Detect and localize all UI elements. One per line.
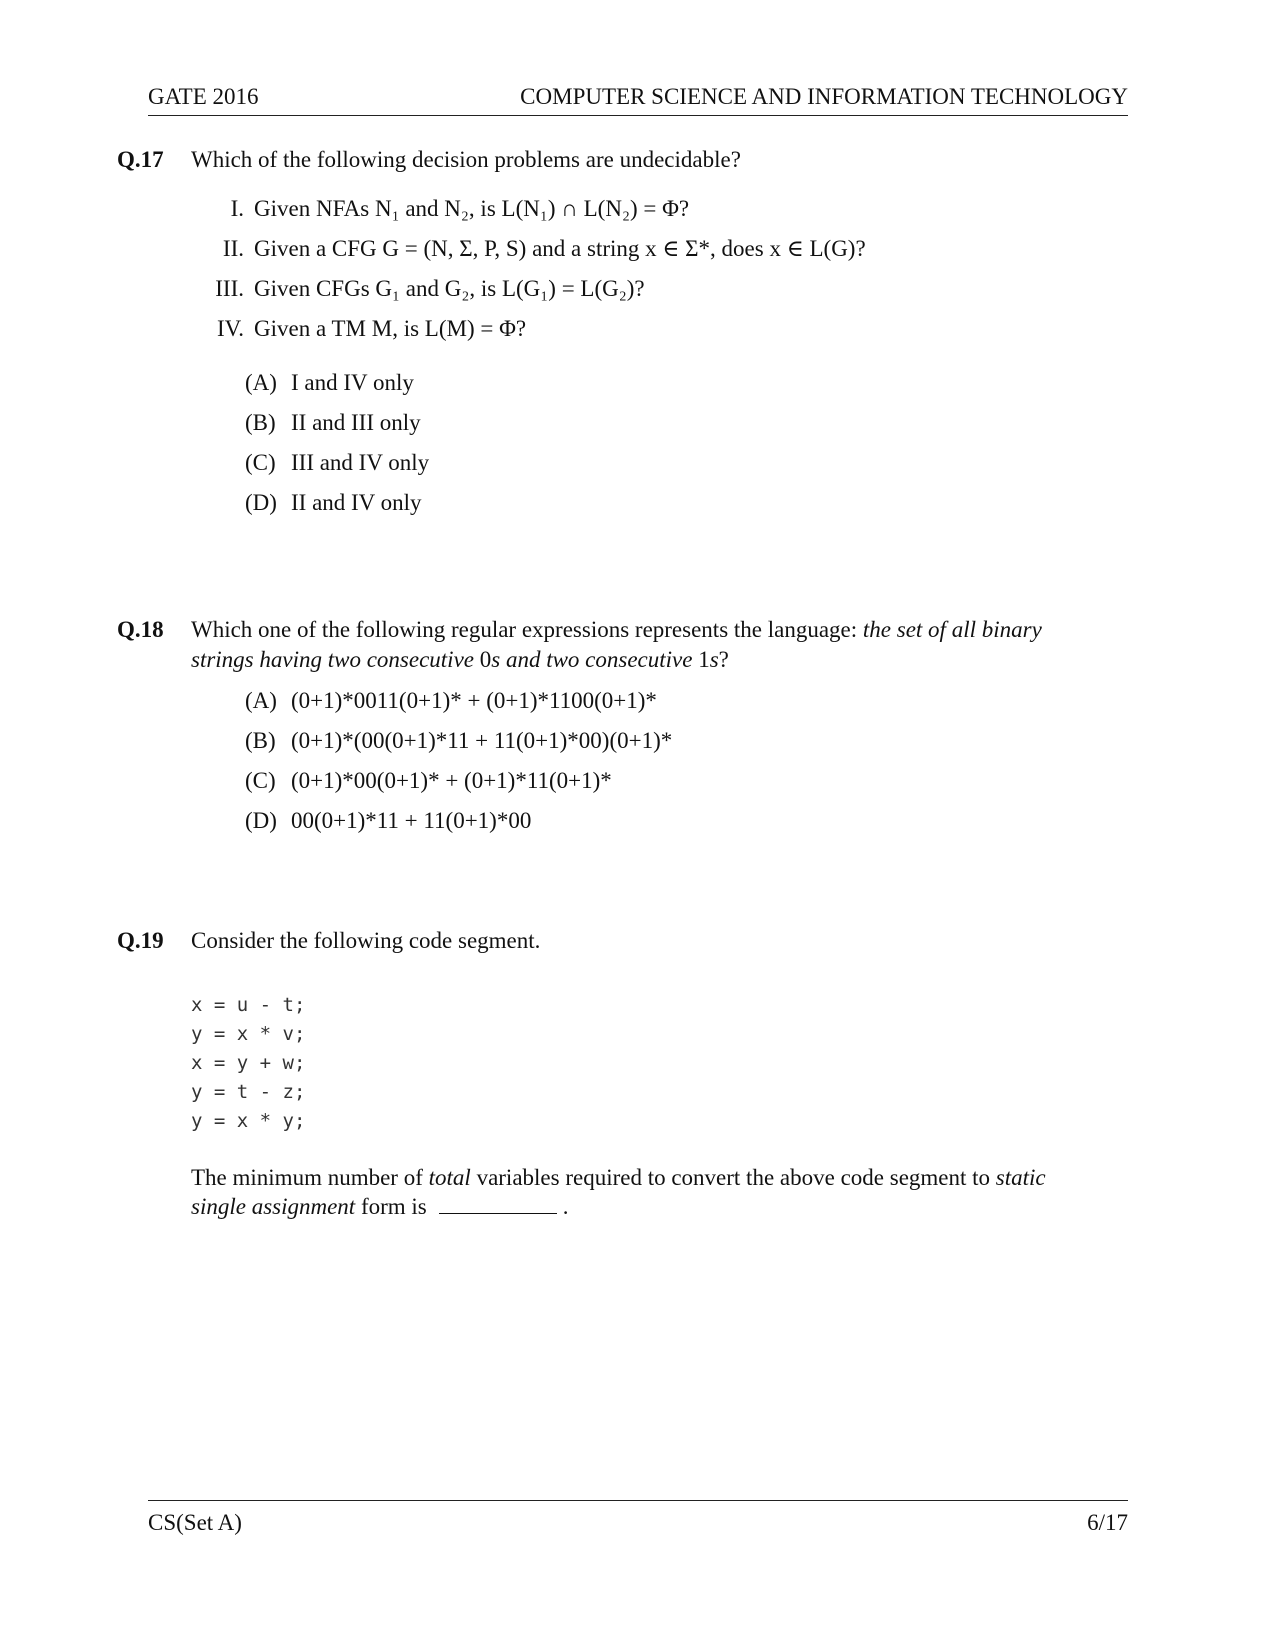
option-text: II and IV only — [291, 490, 422, 515]
q17-item-1 — [190, 196, 689, 222]
q18-option-c[interactable] — [245, 768, 612, 794]
code-line-5: y = x * y; — [191, 1110, 306, 1132]
option-label: (C) — [245, 450, 276, 475]
q18-text-line1 — [191, 617, 1042, 643]
item-text: Given a TM M, is L(M) = Φ? — [254, 316, 527, 341]
code-line-4: y = t - z; — [191, 1081, 306, 1103]
option-label: (A) — [245, 370, 277, 395]
option-text: (0+1)*00(0+1)* + (0+1)*11(0+1)* — [291, 768, 612, 793]
q17-option-b[interactable] — [245, 410, 421, 436]
item-label: I. — [230, 196, 244, 221]
q19-italic-static: static — [995, 1165, 1046, 1190]
option-text: (0+1)*(00(0+1)*11 + 11(0+1)*00)(0+1)* — [291, 728, 673, 753]
q17-item-2 — [190, 236, 866, 262]
option-label: (A) — [245, 688, 277, 713]
code-line-2: y = x * v; — [191, 1023, 306, 1045]
answer-blank[interactable] — [439, 1195, 557, 1214]
option-text: 00(0+1)*11 + 11(0+1)*00 — [291, 808, 532, 833]
q18-text-line2 — [191, 647, 729, 673]
option-text: III and IV only — [291, 450, 430, 475]
item-label: IV. — [216, 316, 244, 341]
q19-italic-total: total — [428, 1165, 471, 1190]
option-text: I and IV only — [291, 370, 414, 395]
footer-left: CS(Set A) — [148, 1510, 242, 1535]
code-line-3: x = y + w; — [191, 1052, 306, 1074]
q17-option-a[interactable] — [245, 370, 414, 396]
option-text: II and III only — [291, 410, 421, 435]
option-label: (D) — [245, 490, 277, 515]
q17-item-4 — [190, 316, 526, 342]
item-label: III. — [215, 276, 244, 301]
q18-end: ? — [718, 647, 729, 672]
q18-italic-c: s — [709, 647, 719, 672]
option-text: (0+1)*0011(0+1)* + (0+1)*1100(0+1)* — [291, 688, 657, 713]
header-rule — [148, 115, 1128, 116]
q17-option-d[interactable] — [245, 490, 422, 516]
q19-after-line2 — [191, 1194, 569, 1220]
q17-item-3 — [190, 276, 645, 302]
q18-zero: 0 — [479, 647, 492, 672]
q19-italic-ssa: single assignment — [191, 1194, 356, 1219]
q18-number: Q.18 — [117, 617, 164, 642]
option-label: (B) — [245, 410, 276, 435]
q18-text-italic: the set of all binary — [862, 617, 1042, 642]
q17-option-c[interactable] — [245, 450, 429, 476]
q19-after-line1 — [191, 1165, 1046, 1191]
q18-option-d[interactable] — [245, 808, 531, 834]
header-right: COMPUTER SCIENCE AND INFORMATION TECHNOLOGY — [520, 84, 1128, 109]
q19-number: Q.19 — [117, 928, 164, 953]
q18-one: 1 — [698, 647, 710, 672]
q19-end: . — [562, 1194, 569, 1219]
q18-italic-b: s and two consecutive — [491, 647, 693, 672]
q18-text: Which one of the following regular expressions represents the language: — [191, 617, 858, 642]
option-label: (D) — [245, 808, 277, 833]
q19-after-c: form is — [360, 1194, 427, 1219]
q19-text: Consider the following code segment. — [191, 928, 541, 953]
q19-after-b: variables required to convert the above code segment to — [476, 1165, 991, 1190]
item-text: Given CFGs G₁ and G₂, is L(G₁) = L(G₂)? — [254, 276, 645, 301]
item-text: Given a CFG G = (N, Σ, P, S) and a string x ∈ Σ*, does x ∈ L(G)? — [254, 236, 866, 261]
q19-after-a: The minimum number of — [191, 1165, 423, 1190]
option-label: (B) — [245, 728, 276, 753]
header-left: GATE 2016 — [148, 84, 259, 109]
q18-option-a[interactable] — [245, 688, 657, 714]
q17-text: Which of the following decision problems are undecidable? — [191, 147, 741, 172]
code-line-1: x = u - t; — [191, 994, 306, 1016]
q18-option-b[interactable] — [245, 728, 672, 754]
q17-number: Q.17 — [117, 147, 164, 172]
footer-right: 6/17 — [1087, 1510, 1128, 1535]
item-text: Given NFAs N₁ and N₂, is L(N₁) ∩ L(N₂) = Φ? — [254, 196, 690, 221]
option-label: (C) — [245, 768, 276, 793]
item-label: II. — [222, 236, 244, 261]
q18-italic-a: strings having two consecutive — [191, 647, 474, 672]
footer-rule — [148, 1500, 1128, 1501]
